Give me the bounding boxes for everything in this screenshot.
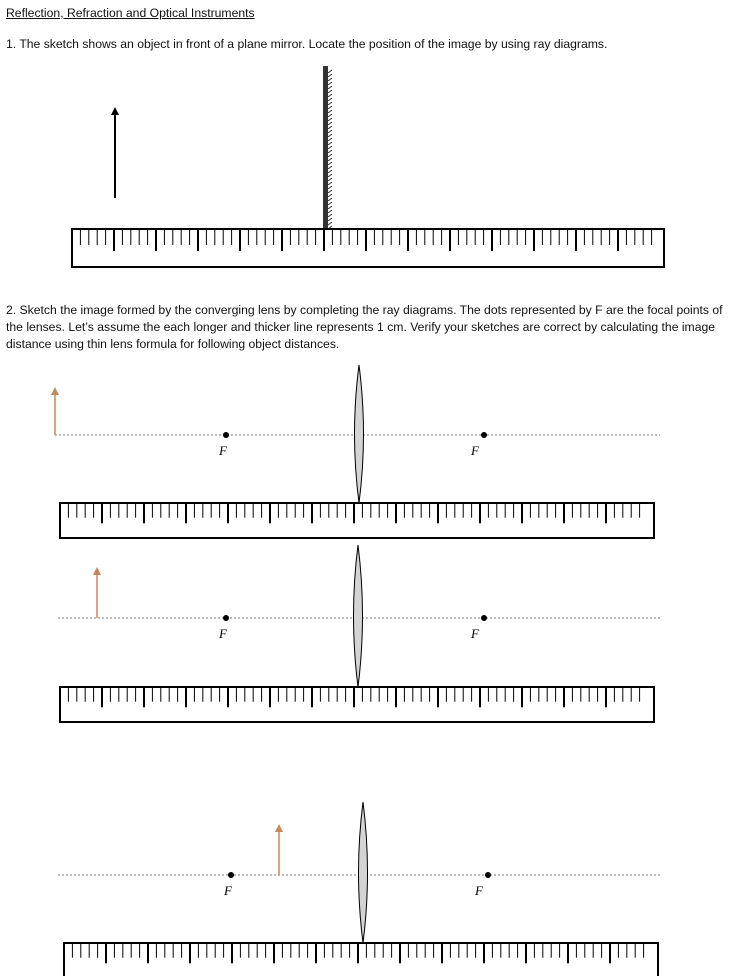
mirror-hatch	[328, 94, 332, 97]
mirror-hatch	[328, 70, 332, 73]
focal-point-dot	[481, 615, 487, 621]
focal-point-dot	[223, 432, 229, 438]
converging-lens	[355, 365, 364, 503]
mirror-hatch	[328, 142, 332, 145]
mirror-hatch	[328, 90, 332, 93]
mirror-hatch	[328, 82, 332, 85]
mirror-hatch	[328, 138, 332, 141]
mirror-hatch	[328, 114, 332, 117]
ruler	[72, 229, 664, 267]
question-2-text: 2. Sketch the image formed by the converging lens by completing the ray diagrams. The dots represented by F are the focal points of the lenses. Let’s assume the each longer and thicker line represents 1 cm. Verify your sketches are correct by calculating the image distance using thin lens formula for following object distances.	[6, 303, 723, 351]
lens-diagram-1	[55, 365, 660, 503]
focal-point-label: F	[224, 883, 232, 898]
focal-point-label: F	[219, 443, 227, 458]
mirror-hatch	[328, 210, 332, 213]
arrow-head-icon	[275, 824, 283, 832]
mirror-hatch	[328, 206, 332, 209]
focal-point-dot	[228, 872, 234, 878]
mirror-hatch	[328, 110, 332, 113]
mirror-hatch	[328, 102, 332, 105]
mirror-hatch	[328, 98, 332, 101]
mirror-hatch	[328, 150, 332, 153]
mirror-hatch	[328, 186, 332, 189]
mirror-hatch	[328, 190, 332, 193]
arrow-head-icon	[51, 387, 59, 395]
ruler	[60, 687, 654, 722]
focal-point-dot	[481, 432, 487, 438]
mirror-hatch	[328, 154, 332, 157]
focal-point-dot	[223, 615, 229, 621]
mirror-hatch	[328, 202, 332, 205]
mirror-hatch	[328, 86, 332, 89]
mirror-hatch	[328, 170, 332, 173]
mirror-hatch	[328, 158, 332, 161]
object-arrow	[111, 107, 119, 198]
mirror-hatch	[328, 182, 332, 185]
mirror-hatch	[328, 134, 332, 137]
page-title: Reflection, Refraction and Optical Instruments	[6, 6, 255, 20]
converging-lens	[359, 802, 368, 943]
focal-point-label: F	[219, 626, 227, 641]
ruler	[60, 503, 654, 538]
object-arrow	[93, 567, 101, 618]
converging-lens	[354, 545, 363, 687]
question-1-text: 1. The sketch shows an object in front of a plane mirror. Locate the position of the image by using ray diagrams.	[6, 37, 608, 51]
mirror-hatch	[328, 214, 332, 217]
ruler	[64, 943, 658, 976]
focal-point-label: F	[475, 883, 483, 898]
mirror-hatch	[328, 130, 332, 133]
mirror-hatch	[328, 166, 332, 169]
focal-point-label: F	[471, 443, 479, 458]
mirror-hatch	[328, 174, 332, 177]
mirror-hatch	[328, 178, 332, 181]
mirror-hatch	[328, 162, 332, 165]
mirror-hatch	[328, 118, 332, 121]
mirror-hatch	[328, 106, 332, 109]
mirror-hatch	[328, 126, 332, 129]
lens-diagram-2	[58, 545, 660, 687]
mirror-hatch	[328, 218, 332, 221]
focal-point-dot	[485, 872, 491, 878]
arrow-head-icon	[111, 107, 119, 115]
mirror-hatch	[328, 122, 332, 125]
focal-point-label: F	[471, 626, 479, 641]
object-arrow	[51, 387, 59, 435]
mirror-hatch	[328, 198, 332, 201]
mirror-hatch	[328, 78, 332, 81]
mirror-hatch	[328, 222, 332, 225]
arrow-head-icon	[93, 567, 101, 575]
mirror-hatch	[328, 194, 332, 197]
object-arrow	[275, 824, 283, 875]
mirror-hatch	[328, 74, 332, 77]
mirror-hatch	[328, 146, 332, 149]
lens-diagram-3	[58, 802, 660, 943]
